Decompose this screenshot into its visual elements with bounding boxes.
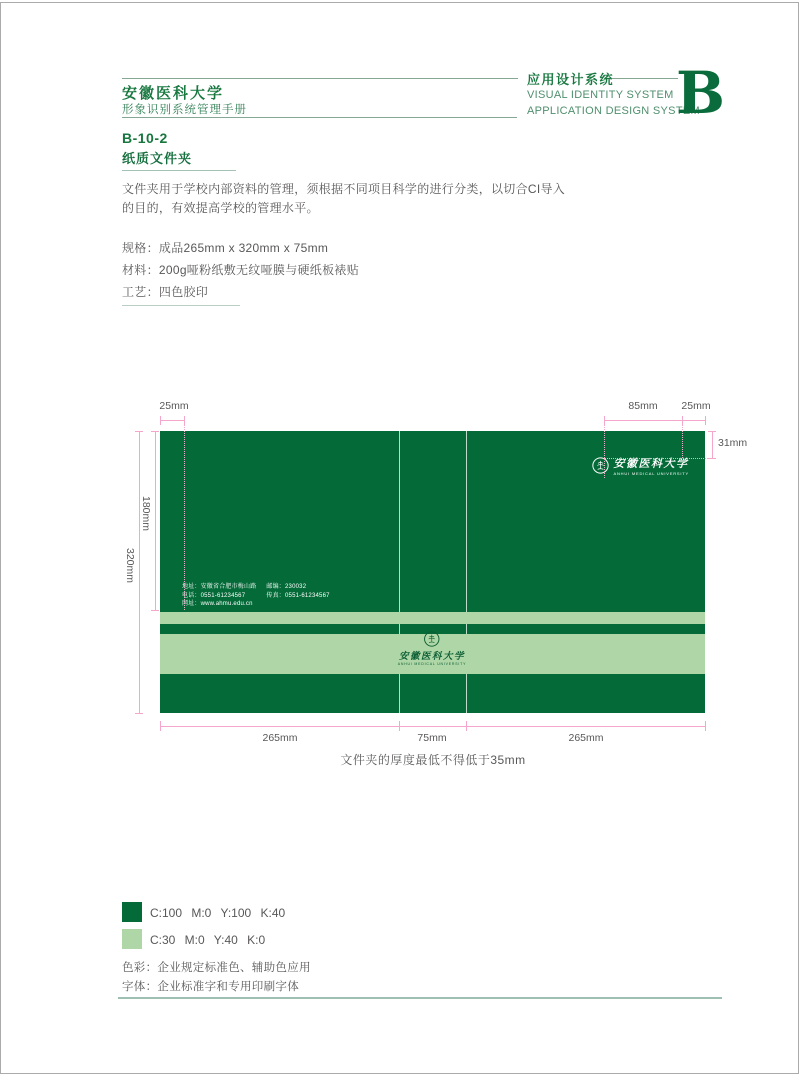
footer-rule [118, 997, 722, 999]
university-seal-icon [592, 457, 609, 474]
dim-left-panel-label: 265mm [262, 732, 298, 744]
dim-tick [135, 431, 143, 432]
section-code: B-10-2 [122, 130, 168, 146]
dim-top-left-line [160, 420, 185, 421]
header-rule-top-right [607, 78, 678, 79]
dim-logo-width-label: 85mm [628, 400, 658, 412]
section-letter: B [676, 59, 726, 127]
dim-tick [151, 431, 159, 432]
primary-color-swatch [122, 902, 142, 922]
folder-artwork [160, 431, 705, 713]
logo-name-en: ANHUI MEDICAL UNIVERSITY [397, 662, 467, 666]
dim-tick [705, 721, 706, 731]
spec-material: 材料：200g哑粉纸敷无纹哑膜与硬纸板裱贴 [122, 263, 359, 277]
dim-total-height-line [139, 431, 140, 713]
dim-top-right-line [604, 420, 705, 421]
dim-spine-label: 75mm [417, 732, 447, 744]
dim-right-panel-label: 265mm [568, 732, 604, 744]
header-rule-bottom [122, 117, 517, 118]
phone-line: 电话：0551-61234567 [182, 592, 246, 599]
dim-tick [708, 458, 716, 459]
dim-bottom-line [160, 726, 705, 727]
dim-logo-offset-line [712, 431, 713, 458]
system-title-en1: VISUAL IDENTITY SYSTEM [527, 89, 674, 101]
intro-paragraph: 文件夹用于学校内部资料的管理，须根据不同项目科学的进行分类，以切合CI导入的目的，有效提高学校的管理水平。 [122, 182, 566, 215]
dim-tick [135, 713, 143, 714]
spec-process: 工艺：四色胶印 [122, 285, 209, 299]
system-title-cn: 应用设计系统 [527, 72, 615, 87]
dim-tick [151, 610, 159, 611]
university-seal-icon [424, 631, 440, 647]
dim-tick [160, 721, 161, 731]
dim-logo-margin-label: 25mm [681, 400, 711, 412]
construction-line [184, 420, 185, 610]
font-usage-note: 字体：企业标准字和专用印刷字体 [122, 981, 299, 993]
address-column-2 [266, 583, 329, 609]
construction-line [604, 458, 712, 459]
secondary-color-label: C:30 M:0 Y:40 K:0 [150, 933, 266, 947]
logo-name-en: ANHUI MEDICAL UNIVERSITY [613, 471, 689, 476]
postcode-line: 邮编：230032 [266, 584, 307, 590]
folder-spine-logo [398, 631, 466, 666]
system-title-en2: APPLICATION DESIGN SYSTEM [527, 105, 700, 117]
folder-address-block [182, 583, 330, 609]
spec-underline [122, 305, 240, 306]
dim-top-left-label: 25mm [159, 400, 189, 412]
color-usage-note: 色彩：企业规定标准色、辅助色应用 [122, 962, 311, 974]
dim-total-height-label: 320mm [124, 548, 136, 584]
dim-inner-height-label: 180mm [140, 496, 152, 532]
primary-color-label: C:100 M:0 Y:100 K:40 [150, 906, 286, 920]
dim-inner-height-line [155, 431, 156, 610]
header-rule-top-left [122, 78, 518, 79]
address-column-1 [182, 583, 256, 609]
logo-name-cn: 安徽医科大学 [613, 458, 689, 470]
section-underline [122, 170, 236, 171]
dim-tick [466, 721, 467, 731]
address-line: 地址：安徽省合肥市梅山路 [182, 584, 257, 590]
dim-tick [708, 431, 716, 432]
university-name: 安徽医科大学 [122, 85, 225, 102]
diagram-caption: 文件夹的厚度最低不得低于35mm [340, 753, 526, 767]
dim-tick [705, 416, 706, 425]
secondary-color-swatch [122, 929, 142, 949]
fax-line: 传真：0551-61234567 [266, 592, 330, 599]
construction-line [604, 420, 605, 478]
construction-line [682, 420, 683, 458]
spec-size: 规格：成品265mm x 320mm x 75mm [122, 241, 329, 255]
dim-tick [399, 721, 400, 731]
manual-title: 形象识别系统管理手册 [122, 104, 247, 116]
dim-tick [160, 416, 161, 425]
dim-logo-offset-label: 31mm [718, 437, 748, 449]
website-line: 网址：www.ahmu.edu.cn [182, 601, 253, 607]
logo-name-cn: 安徽医科大学 [398, 651, 465, 662]
page-title: 纸质文件夹 [122, 151, 193, 166]
light-green-stripe [160, 612, 705, 624]
